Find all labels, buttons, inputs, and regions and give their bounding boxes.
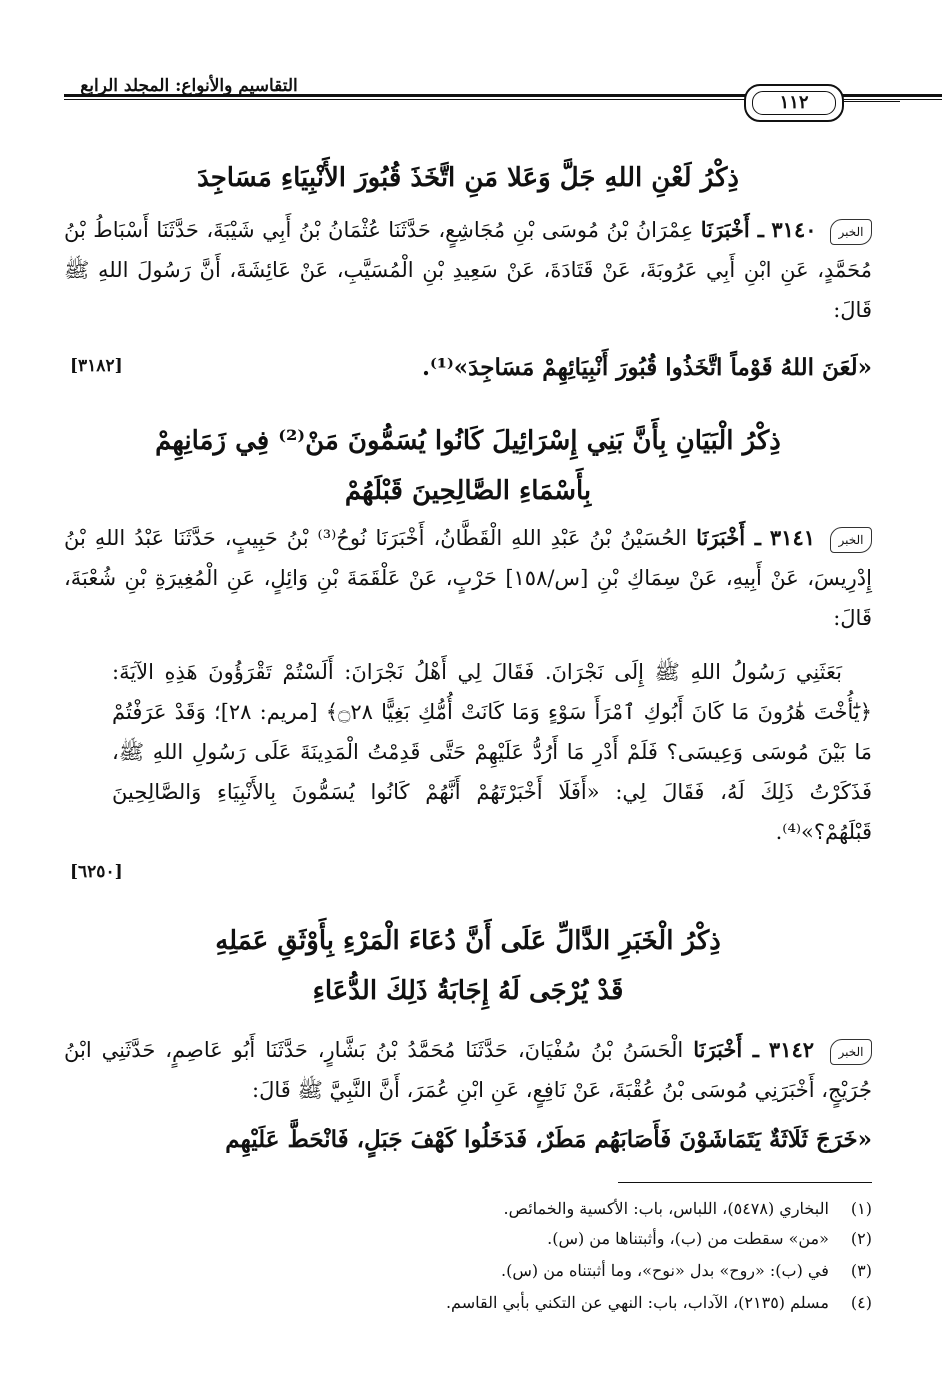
hadith-isnad xyxy=(64,1030,872,1110)
header-ornament xyxy=(842,99,900,102)
footnote-number: (٤) xyxy=(850,1293,872,1312)
section-heading: ذِكْرُ لَعْنِ اللهِ جَلَّ وَعَلا مَنِ اتَّخَذَ قُبُورَ الأَنْبِيَاءِ مَسَاجِدَ xyxy=(197,163,739,193)
section-heading: ذِكْرُ الْبَيَانِ بِأَنَّ بَنِي إِسْرَائِيلَ كَانُوا يُسَمُّونَ مَنْ⁽²⁾ فِي زَمَانِهِمْ xyxy=(155,426,781,456)
footnote-number: (٢) xyxy=(850,1229,872,1248)
hadith-isnad xyxy=(64,210,872,330)
page-number: ١١٢ xyxy=(752,91,836,115)
footnote-text: مسلم (٢١٣٥)، الآداب، باب: النهي عن التكني بأبي القاسم. xyxy=(445,1293,829,1312)
khabar-label-icon: الخبر xyxy=(830,219,872,245)
hadith-number: ٣١٤٢ xyxy=(768,1037,815,1062)
page-number-frame xyxy=(744,84,844,122)
isnad-text: الحُسَيْنُ بْنُ عَبْدِ اللهِ الْقَطَّانُ، أَخْبَرَنَا نُوحُ⁽³⁾ بْنُ حَبِيبٍ، حَدَّثَنَا عَبْدُ اللهِ بْنُ إِدْرِيسَ، عَنْ أَبِيهِ، عَنْ سِمَاكِ بْنِ [س/١٥٨] حَرْبٍ، عَنْ عَلْقَمَةَ بْنِ وَائِلٍ، عَنِ الْمُغِيرَةِ بْنِ شُعْبَةَ، قَالَ: xyxy=(64,526,872,630)
cross-reference: [٦٢٥٠] xyxy=(70,862,123,882)
khabar-label-icon: الخبر xyxy=(830,527,872,553)
khabar-label-icon: الخبر xyxy=(830,1039,872,1065)
footnote-text: في (ب): «روح» بدل «نوح»، وما أثبتناه من (س). xyxy=(501,1261,829,1280)
hadith-number: ٣١٤٠ xyxy=(771,217,817,242)
footnote xyxy=(504,1196,872,1222)
hadith-intro: ـ أَخْبَرَنَا xyxy=(693,1037,759,1062)
footnote xyxy=(446,1290,872,1316)
footnote xyxy=(547,1226,872,1252)
footnote-text: البخاري (٥٤٧٨)، اللباس، باب: الأكسية والخمائص. xyxy=(503,1199,829,1218)
running-title: التقاسيم والأنواع: المجلد الرابع xyxy=(80,76,298,96)
hadith-isnad xyxy=(64,518,872,638)
cross-reference: [٣١٨٢] xyxy=(70,356,123,376)
hadith-number: ٣١٤١ xyxy=(769,525,816,550)
hadith-matn: «خَرَجَ ثَلَاثَةٌ يَتَمَاشَوْنَ فَأَصَابَهُم مَطَرٌ، فَدَخَلُوا كَهْفَ جَبَلٍ، فَانْحَطَّ عَلَيْهِم xyxy=(225,1126,872,1153)
hadith-matn: «لَعَنَ اللهُ قَوْماً اتَّخَذُوا قُبُورَ أَنْبِيَائِهِمْ مَسَاجِدَ»⁽¹⁾. xyxy=(422,354,872,381)
footnote xyxy=(501,1258,872,1284)
section-heading: ذِكْرُ الْخَبَرِ الدَّالِّ عَلَى أَنَّ دُعَاءَ الْمَرْءِ بِأَوْثَقِ عَمَلِهِ xyxy=(215,926,721,956)
footnote-number: (١) xyxy=(850,1199,872,1218)
hadith-intro: ـ أَخْبَرَنَا xyxy=(696,525,761,550)
isnad-text: الْحَسَنُ بْنُ سُفْيَانَ، حَدَّثَنَا مُحَمَّدُ بْنُ بَشَّارٍ، حَدَّثَنَا أَبُو عَاصِمٍ، حَدَّثَنِي ابْنُ جُرَيْجٍ، أَخْبَرَنِي مُوسَى بْنُ عُقْبَةَ، عَنْ نَافِعٍ، عَنِ ابْنِ عُمَرَ، أَنَّ النَّبِيَّ ﷺ قَالَ: xyxy=(64,1038,872,1102)
hadith-intro: ـ أَخْبَرَنَا xyxy=(700,217,764,242)
footnote-rule xyxy=(618,1182,872,1183)
section-heading-line2: بِأَسْمَاءِ الصَّالِحِينَ قَبْلَهُمْ xyxy=(344,476,592,506)
footnote-number: (٣) xyxy=(850,1261,872,1280)
isnad-text: عِمْرَانُ بْنُ مُوسَى بْنِ مُجَاشِعٍ، حَدَّثَنَا عُثْمَانُ بْنُ أَبِي شَيْبَةَ، حَدَّثَنَا أَسْبَاطُ بْنُ مُحَمَّدٍ، عَنِ ابْنِ أَبِي عَرُوبَةَ، عَنْ قَتَادَةَ، عَنْ سَعِيدِ بْنِ الْمُسَيَّبِ، عَنْ عَائِشَةَ، أَنَّ رَسُولَ اللهِ ﷺ قَالَ: xyxy=(64,218,872,322)
hadith-matn: بَعَثَنِي رَسُولُ اللهِ ﷺ إِلَى نَجْرَانَ. فَقَالَ لِي أَهْلُ نَجْرَانَ: أَلَسْتُمْ تَقْرَؤُونَ هَذِهِ الآيَةَ: ﴿يَٰٓأُخْتَ هَٰرُونَ مَا كَانَ أَبُوكِ ٱمْرَأَ سَوْءٍ وَمَا كَانَتْ أُمُّكِ بَغِيًّا ۝٢٨﴾ [مريم: ٢٨]؛ وَقَدْ عَرَفْتُمْ مَا بَيْنَ مُوسَى وَعِيسَى؟ فَلَمْ أَدْرِ مَا أَرُدُّ عَلَيْهِمْ حَتَّى قَدِمْتُ الْمَدِينَةَ عَلَى رَسُولِ اللهِ ﷺ، فَذَكَرْتُ ذَلِكَ لَهُ، فَقَالَ لِي: «أَفَلَا أَخْبَرْتَهُمْ أَنَّهُمْ كَانُوا يُسَمُّونَ بِالأَنْبِيَاءِ وَالصَّالِحِينَ قَبْلَهُمْ؟»⁽⁴⁾. xyxy=(112,660,872,844)
footnote-text: «من» سقطت من (ب)، وأثبتناها من (س). xyxy=(547,1229,829,1248)
section-heading-line2: قَدْ يُرْجَى لَهُ إِجَابَةُ ذَلِكَ الدُّعَاءِ xyxy=(312,976,624,1006)
